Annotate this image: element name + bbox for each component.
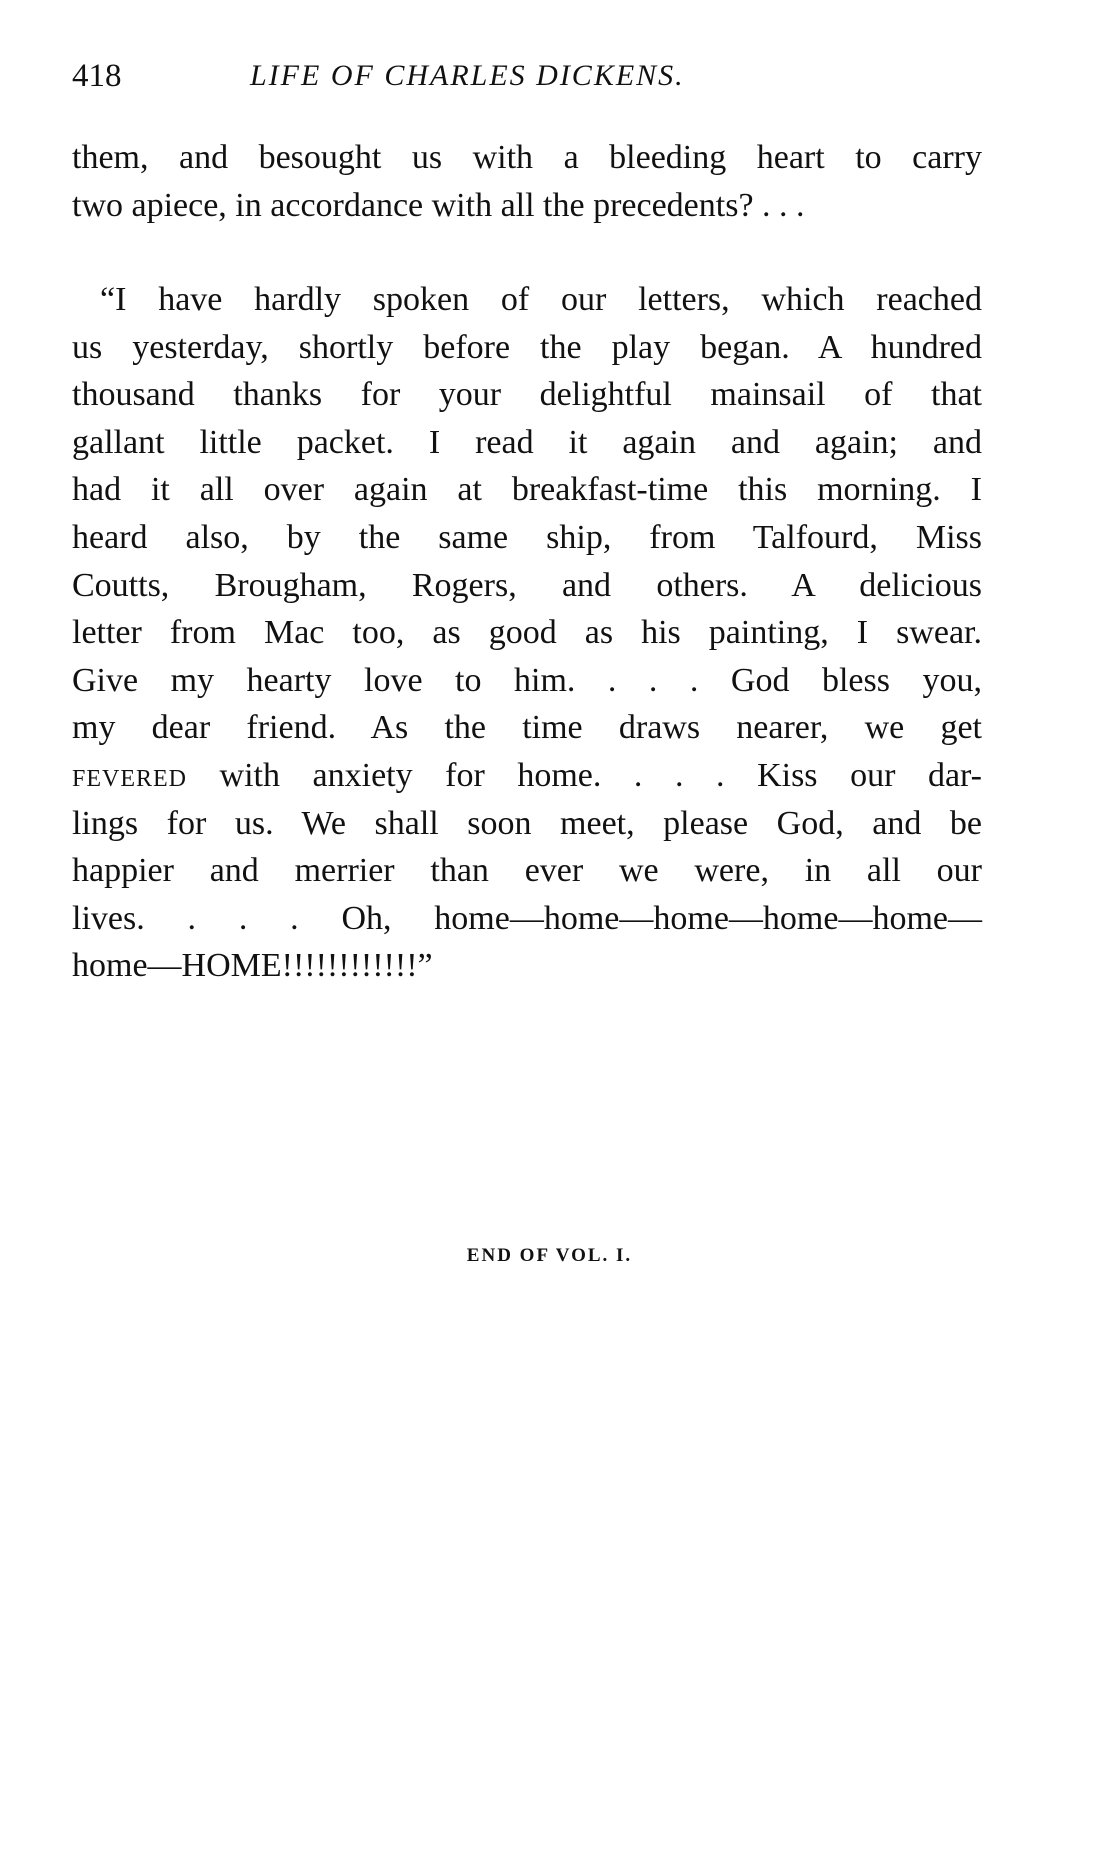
text-line: gallant little packet. I read it again and again; and	[72, 423, 982, 461]
text-line: happier and merrier than ever we were, in all our	[72, 852, 982, 890]
text-line: “I have hardly spoken of our letters, which reached	[100, 281, 982, 318]
text-line: lives. . . . Oh, home—home—home—home—home—	[72, 899, 982, 937]
page-number: 418	[72, 58, 122, 94]
text-line: letter from Mac too, as good as his painting, I swear.	[72, 614, 982, 652]
text-line: thousand thanks for your delightful mainsail of that	[72, 376, 982, 414]
text-line: two apiece, in accordance with all the precedents? . . .	[72, 186, 805, 224]
letter-paragraph	[72, 276, 982, 990]
fevered-word: fevered	[72, 756, 187, 794]
fevered-line-rest: with anxiety for home. . . . Kiss our dar-	[187, 756, 982, 794]
text-line: my dear friend. As the time draws nearer, we get	[72, 709, 982, 747]
text-line: heard also, by the same ship, from Talfourd, Miss	[72, 518, 982, 556]
end-of-volume-mark: END OF VOL. I.	[466, 1245, 633, 1266]
text-line: them, and besought us with a bleeding heart to carry	[72, 139, 982, 176]
running-head	[72, 52, 982, 96]
text-line: Coutts, Brougham, Rogers, and others. A delicious	[72, 566, 982, 604]
text-line	[72, 752, 982, 800]
text-line: had it all over again at breakfast-time this morning. I	[72, 471, 982, 509]
text-line: us yesterday, shortly before the play began. A hundred	[72, 328, 982, 366]
running-title: LIFE OF CHARLES DICKENS.	[250, 59, 685, 92]
text-line: lings for us. We shall soon meet, please God, and be	[72, 804, 982, 842]
text-line: home—HOME!!!!!!!!!!!!”	[72, 947, 433, 985]
text-line: Give my hearty love to him. . . . God bless you,	[72, 661, 982, 699]
paragraph-continuation	[72, 134, 982, 229]
